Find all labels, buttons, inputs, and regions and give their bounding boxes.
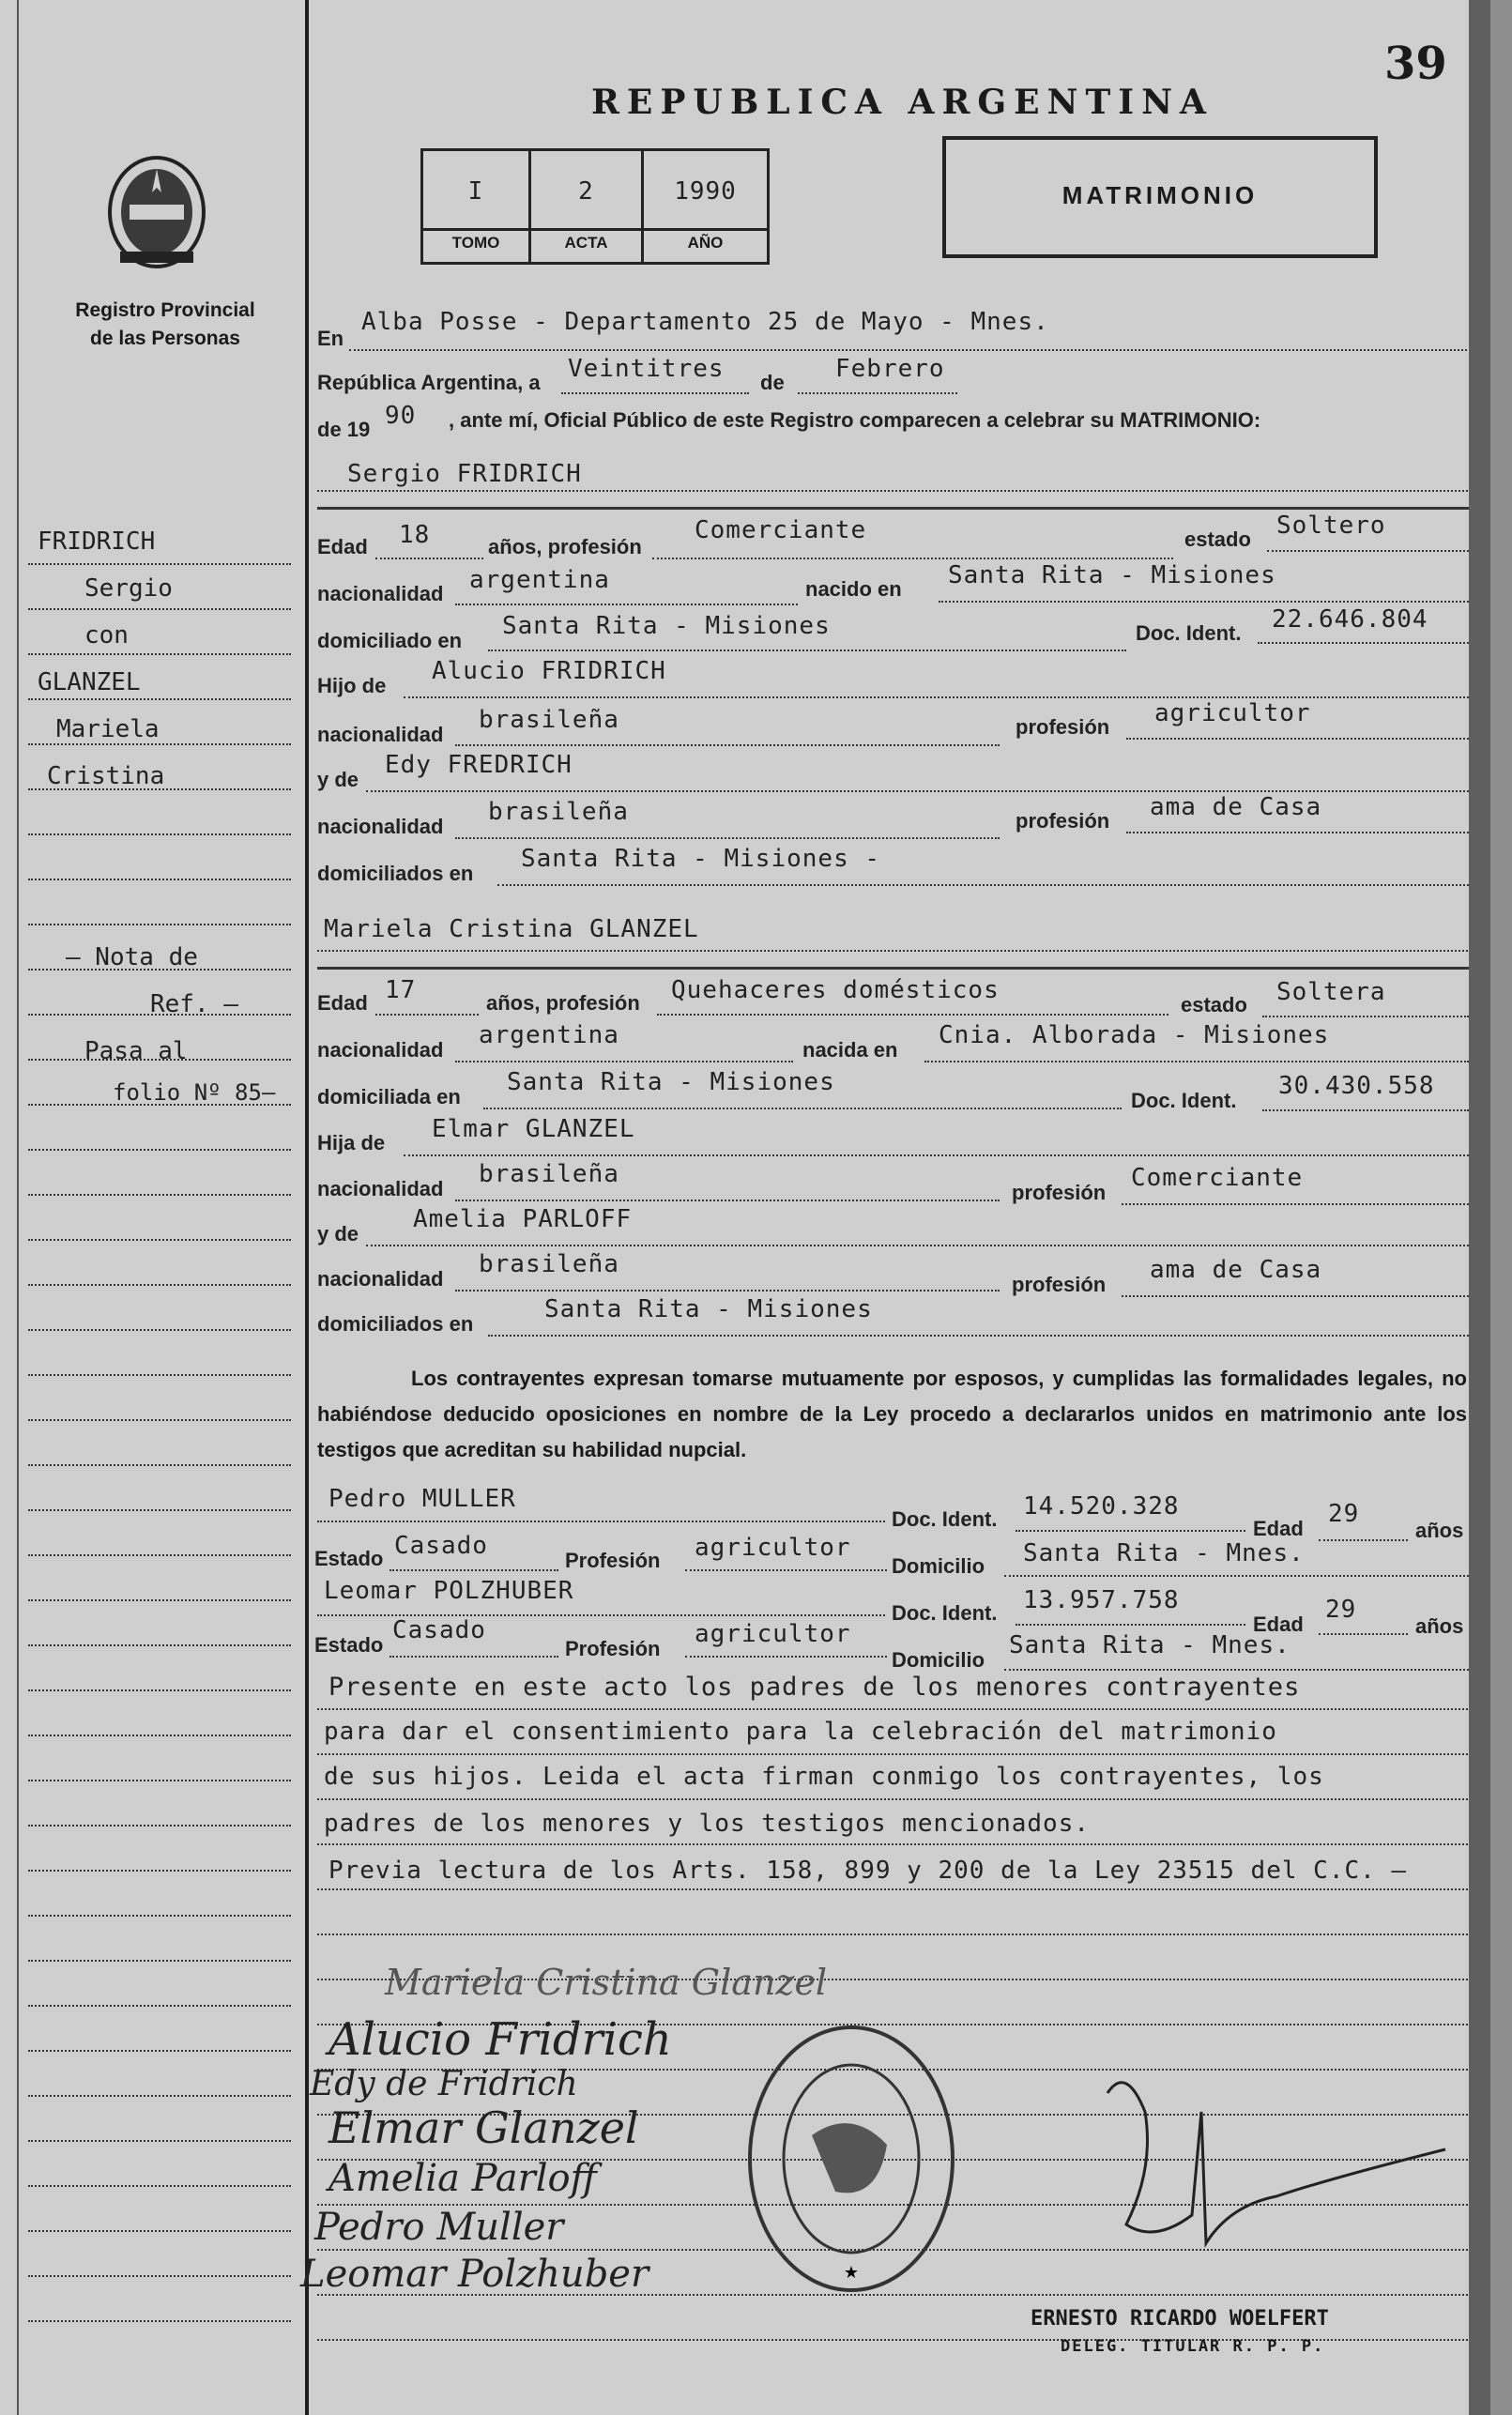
margin-divider-left (305, 0, 309, 2415)
margin-ruled-line (28, 788, 291, 790)
margin-ruled-line (28, 969, 291, 971)
groom-doc: 22.646.804 (1272, 605, 1428, 634)
witness-1-edad-label: Edad (1253, 1517, 1304, 1540)
body-ruled-line (317, 1708, 1472, 1710)
bride-mother: Amelia PARLOFF (413, 1205, 633, 1233)
witness-2-doc: 13.957.758 (1023, 1586, 1180, 1614)
groom-mother-nac-label: nacionalidad (317, 815, 444, 838)
officer-name: ERNESTO RICARDO WOELFERT (1031, 2307, 1329, 2331)
bride-estado-label: estado (1181, 993, 1247, 1016)
margin-note: Cristina (47, 762, 165, 790)
margin-ruled-line (28, 2140, 291, 2142)
groom-mother-nationality: brasileña (488, 798, 629, 826)
margin-note: Sergio (84, 574, 173, 603)
margin-ruled-line (28, 1194, 291, 1196)
witness-2-anos-label: años (1415, 1614, 1464, 1638)
tomo-label: TOMO (451, 234, 500, 252)
witness-2-edad-label: Edad (1253, 1613, 1304, 1636)
groom-hijo-label: Hijo de (317, 674, 387, 697)
bride-doc: 30.430.558 (1278, 1072, 1435, 1100)
bride-parents-dom-label: domiciliados en (317, 1312, 474, 1336)
bride-nacida-label: nacida en (802, 1038, 898, 1062)
tomo-value: I (467, 177, 484, 206)
signature: Elmar Glanzel (328, 2102, 639, 2153)
margin-ruled-line (28, 1149, 291, 1151)
margin-ruled-line (28, 2005, 291, 2007)
signature: Amelia Parloff (328, 2157, 597, 2200)
official-seal-icon (746, 2023, 957, 2295)
bride-hija-label: Hija de (317, 1131, 386, 1154)
groom-father-nac-label: nacionalidad (317, 723, 444, 746)
margin-ruled-line (28, 2095, 291, 2097)
ano-value: 1990 (674, 177, 737, 206)
bride-father-nac-label: nacionalidad (317, 1177, 444, 1200)
groom-name: Sergio FRIDRICH (347, 460, 582, 488)
witness-2-name: Leomar POLZHUBER (324, 1577, 574, 1605)
bride-mother-profession: ama de Casa (1150, 1256, 1322, 1284)
de-label: de (760, 371, 785, 394)
groom-mother-profession: ama de Casa (1150, 793, 1322, 821)
margin-note: GLANZEL (38, 668, 141, 696)
margin-ruled-line (28, 1059, 291, 1061)
signature: Pedro Muller (314, 2206, 564, 2249)
groom-father-prof-label: profesión (1016, 715, 1110, 739)
groom-father-profession: agricultor (1154, 699, 1311, 727)
declaration-text: Los contrayentes expresan tomarse mutuamente por esposos, y cumplidas las formalidades legales, no habiéndose deducido oposiciones en nombre de la Ley procedo a declararlos unidos en matrimonio ante los testigos que acreditan su habilidad nupcial. (317, 1367, 1467, 1461)
margin-ruled-line (28, 833, 291, 835)
groom-mother-prof-label: profesión (1016, 809, 1110, 833)
bride-age: 17 (385, 976, 417, 1004)
notes-line: de sus hijos. Leida el acta firman conmigo los contrayentes, los (324, 1763, 1324, 1791)
registry-name (53, 297, 278, 353)
ano-label: AÑO (687, 234, 724, 252)
bride-nationality: argentina (479, 1021, 619, 1049)
margin-ruled-line (28, 1735, 291, 1736)
margin-ruled-line (28, 563, 291, 565)
marriage-month: Febrero (835, 355, 945, 383)
bride-profession: Quehaceres domésticos (671, 976, 1000, 1004)
witness-2-age: 29 (1325, 1596, 1357, 1624)
notes-line: padres de los menores y los testigos mencionados. (324, 1810, 1091, 1838)
groom-estado-label: estado (1184, 527, 1251, 551)
witness-1-name: Pedro MULLER (328, 1485, 516, 1513)
margin-ruled-line (28, 1284, 291, 1286)
margin-note: Pasa al (84, 1037, 188, 1065)
witness-1-doc-label: Doc. Ident. (892, 1507, 998, 1531)
bride-parents-domicile: Santa Rita - Misiones (544, 1295, 873, 1323)
officer-signature-icon (1089, 2056, 1455, 2271)
witness-2-estado: Casado (392, 1616, 486, 1644)
margin-ruled-line (28, 743, 291, 745)
margin-note: FRIDRICH (38, 527, 156, 556)
bride-father-profession: Comerciante (1131, 1164, 1304, 1192)
appear-text: , ante mí, Oficial Público de este Registro comparecen a celebrar su MATRIMONIO: (449, 408, 1261, 432)
margin-ruled-line (28, 2320, 291, 2322)
margin-ruled-line (28, 1599, 291, 1601)
notes-line: Presente en este acto los padres de los menores contrayentes (328, 1673, 1301, 1702)
bride-mother-nac-label: nacionalidad (317, 1267, 444, 1291)
witness-2-doc-label: Doc. Ident. (892, 1601, 998, 1625)
margin-ruled-line (28, 1780, 291, 1781)
officer-title: DELEG. TITULAR R. P. P. (1061, 2337, 1325, 2356)
notes-line: para dar el consentimiento para la celebración del matrimonio (324, 1718, 1277, 1746)
body-ruled-line (317, 1888, 1472, 1890)
witness-1-profesion-label: Profesión (565, 1549, 661, 1572)
margin-ruled-line (28, 1239, 291, 1241)
bride-father-prof-label: profesión (1012, 1181, 1107, 1204)
margin-note: con (84, 621, 129, 650)
witness-2-domicilio-label: Domicilio (892, 1648, 985, 1672)
margin-ruled-line (28, 2185, 291, 2187)
year-prefix: de 19 (317, 418, 371, 441)
signature: Alucio Fridrich (328, 2013, 672, 2066)
registry-line-2: de las Personas (90, 328, 240, 349)
marriage-day: Veintitres (568, 355, 725, 383)
signature: Edy de Fridrich (310, 2065, 578, 2103)
margin-ruled-line (28, 2230, 291, 2232)
margin-note: Mariela (56, 715, 160, 743)
registry-line-1: Registro Provincial (75, 299, 255, 321)
country-title: REPUBLICA ARGENTINA (591, 83, 1214, 122)
margin-note: Ref. — (150, 990, 238, 1018)
margin-ruled-line (28, 1644, 291, 1646)
margin-ruled-line (28, 2275, 291, 2277)
groom-parents-domicile: Santa Rita - Misiones - (521, 845, 881, 873)
body-ruled-line (317, 1753, 1472, 1755)
margin-ruled-line (28, 1825, 291, 1827)
body-ruled-line (317, 1798, 1472, 1800)
groom-edad-label: Edad (317, 535, 368, 558)
bride-doc-label: Doc. Ident. (1131, 1089, 1237, 1112)
witness-2-domicile: Santa Rita - Mnes. (1009, 1631, 1291, 1659)
republica-label: República Argentina, a (317, 371, 541, 394)
tomo-acta-ano-box (420, 148, 770, 265)
bride-father: Elmar GLANZEL (432, 1115, 635, 1143)
margin-ruled-line (28, 698, 291, 700)
groom-nationality: argentina (469, 566, 610, 594)
groom-doc-label: Doc. Ident. (1136, 621, 1242, 645)
groom-mother: Edy FREDRICH (385, 751, 573, 779)
bride-yde-label: y de (317, 1222, 359, 1246)
margin-ruled-line (28, 1915, 291, 1917)
margin-ruled-line (28, 1419, 291, 1421)
notes-line: Previa lectura de los Arts. 158, 899 y 200 de la Ley 23515 del C.C. — (328, 1857, 1408, 1885)
bride-name: Mariela Cristina GLANZEL (324, 915, 699, 943)
groom-dom-label: domiciliado en (317, 629, 463, 652)
witness-1-domicile: Santa Rita - Mnes. (1023, 1539, 1305, 1567)
margin-ruled-line (28, 1374, 291, 1376)
en-label: En (317, 327, 344, 350)
margin-ruled-line (28, 1509, 291, 1511)
groom-birthplace: Santa Rita - Misiones (948, 561, 1276, 589)
signature: Mariela Cristina Glanzel (385, 1962, 828, 2003)
bride-father-nationality: brasileña (479, 1160, 619, 1188)
groom-father-nationality: brasileña (479, 706, 619, 734)
margin-divider-outer (17, 0, 19, 2415)
page-edge (1469, 0, 1490, 2415)
groom-estado: Soltero (1276, 512, 1386, 540)
bride-mother-nationality: brasileña (479, 1250, 619, 1278)
margin-ruled-line (28, 879, 291, 880)
witness-1-estado: Casado (394, 1532, 488, 1560)
body-ruled-line (317, 1934, 1472, 1935)
margin-note: folio Nº 85— (113, 1079, 276, 1106)
bride-edad-label: Edad (317, 991, 368, 1015)
body-ruled-line (317, 1843, 1472, 1845)
marriage-place: Alba Posse - Departamento 25 de Mayo - Mnes. (361, 308, 1049, 336)
margin-ruled-line (28, 1014, 291, 1016)
margin-ruled-line (28, 1554, 291, 1556)
groom-yde-label: y de (317, 768, 359, 791)
margin-ruled-line (28, 2050, 291, 2052)
witness-1-domicilio-label: Domicilio (892, 1554, 985, 1578)
witness-2-estado-label: Estado (314, 1633, 384, 1657)
record-type-label: MATRIMONIO (1061, 181, 1259, 209)
groom-nac-label: nacionalidad (317, 582, 444, 605)
margin-ruled-line (28, 1104, 291, 1106)
groom-domicile: Santa Rita - Misiones (502, 612, 831, 640)
year-suffix: 90 (385, 402, 417, 430)
margin-ruled-line (28, 1870, 291, 1872)
acta-value: 2 (578, 177, 594, 206)
margin-ruled-line (28, 653, 291, 655)
record-type-box (942, 136, 1378, 258)
margin-ruled-line (28, 1329, 291, 1331)
bride-birthplace: Cnia. Alborada - Misiones (939, 1021, 1330, 1049)
svg-text:★: ★ (843, 2263, 860, 2283)
bride-estado: Soltera (1276, 978, 1386, 1006)
groom-nacido-label: nacido en (805, 577, 902, 601)
witness-1-profession: agricultor (695, 1534, 851, 1562)
bride-domicile: Santa Rita - Misiones (507, 1068, 835, 1096)
witness-1-age: 29 (1328, 1500, 1360, 1528)
provincial-coat-of-arms-icon (101, 150, 212, 272)
folio-number: 39 (1384, 38, 1447, 90)
witness-2-profession: agricultor (695, 1620, 851, 1648)
groom-parents-dom-label: domiciliados en (317, 862, 474, 885)
bride-dom-label: domiciliada en (317, 1085, 461, 1108)
witness-1-anos-label: años (1415, 1519, 1464, 1542)
bride-nac-label: nacionalidad (317, 1038, 444, 1062)
margin-ruled-line (28, 608, 291, 610)
groom-anos-label: años, profesión (488, 535, 642, 558)
margin-ruled-line (28, 924, 291, 925)
margin-note: — Nota de (66, 943, 198, 971)
margin-ruled-line (28, 1689, 291, 1691)
groom-father: Alucio FRIDRICH (432, 657, 666, 685)
acta-label: ACTA (564, 234, 608, 252)
bride-anos-label: años, profesión (486, 991, 640, 1015)
signature: Leomar Polzhuber (300, 2253, 649, 2296)
margin-ruled-line (28, 1960, 291, 1962)
groom-profession: Comerciante (695, 516, 867, 544)
witness-1-doc: 14.520.328 (1023, 1492, 1180, 1521)
bride-mother-prof-label: profesión (1012, 1273, 1107, 1296)
groom-age: 18 (399, 521, 431, 549)
margin-ruled-line (28, 1464, 291, 1466)
witness-1-estado-label: Estado (314, 1547, 384, 1570)
witness-2-profesion-label: Profesión (565, 1637, 661, 1660)
